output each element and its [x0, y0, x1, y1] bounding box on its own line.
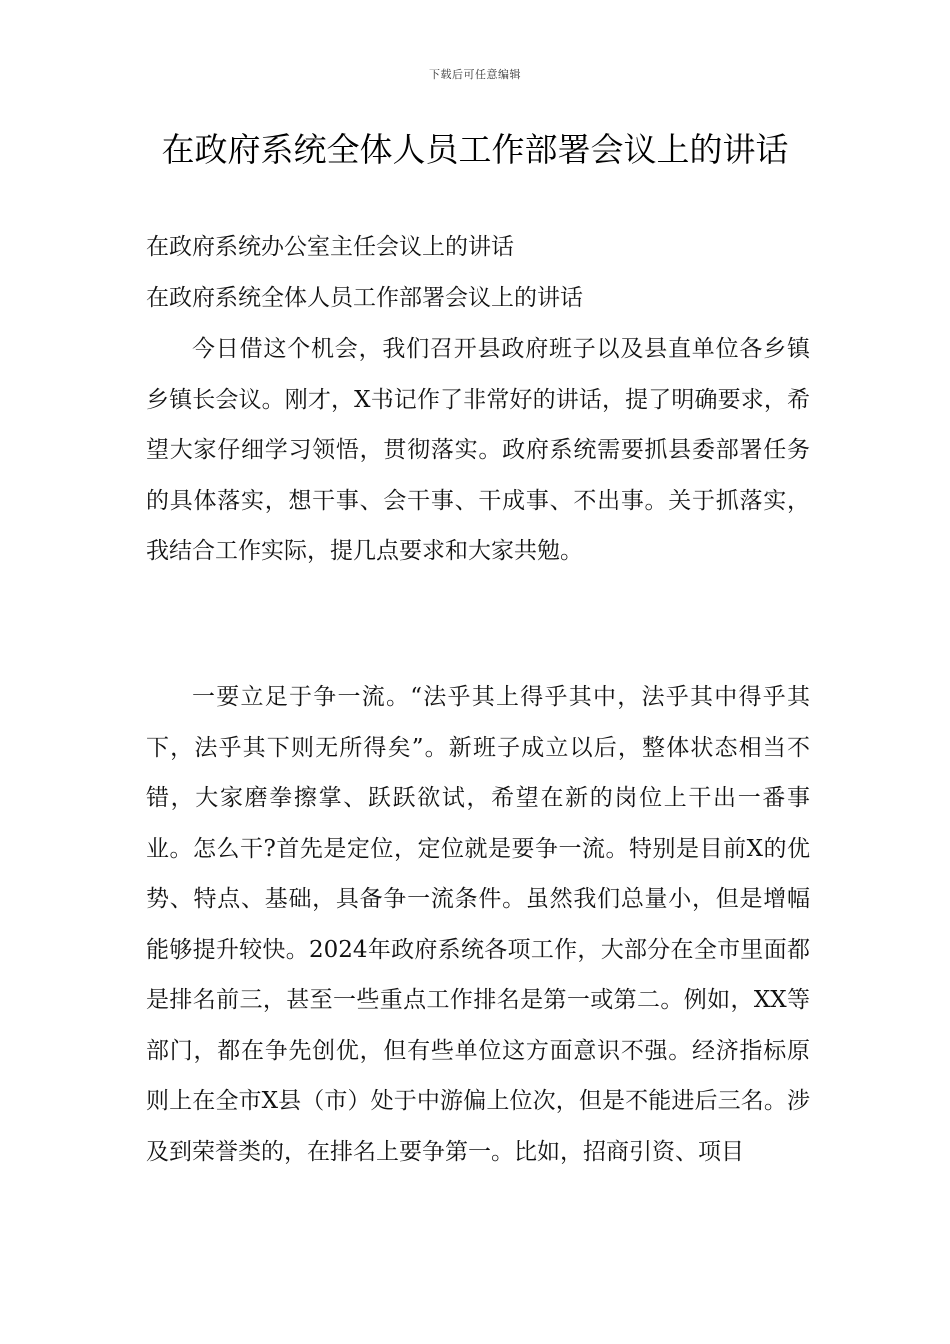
header-note: 下载后可任意编辑 — [429, 68, 521, 81]
subheading-staff-meeting: 在政府系统全体人员工作部署会议上的讲话 — [146, 285, 583, 311]
body-paragraph-first-point: 一要立足于争一流。“法乎其上得乎其中，法乎其中得乎其下，法乎其下则无所得矣”。新班子成立以后，整体状态相当不错，大家磨拳擦掌、跃跃欲试，希望在新的岗位上干出一番事业。怎么干?首先是定位，定位就是要争一流。特别是目前X的优势、特点、基础，具备争一流条件。虽然我们总量小，但是增幅能够提升较快。2024年政府系统各项工作，大部分在全市里面都是排名前三，甚至一些重点工作排名是第一或第二。例如，XX等部门，都在争先创优，但有些单位这方面意识不强。经济指标原则上在全市X县（市）处于中游偏上位次，但是不能进后三名。涉及到荣誉类的，在排名上要争第一。比如，招商引资、项目 — [146, 684, 810, 1165]
document-title: 在政府系统全体人员工作部署会议上的讲话 — [161, 130, 789, 169]
body-paragraph-intro: 今日借这个机会，我们召开县政府班子以及县直单位各乡镇乡镇长会议。刚才，X书记作了非常好的讲话，提了明确要求，希望大家仔细学习领悟，贯彻落实。政府系统需要抓县委部署任务的具体落实，想干事、会干事、干成事、不出事。关于抓落实，我结合工作实际，提几点要求和大家共勉。 — [146, 336, 810, 564]
subheading-office-meeting: 在政府系统办公室主任会议上的讲话 — [146, 234, 514, 260]
